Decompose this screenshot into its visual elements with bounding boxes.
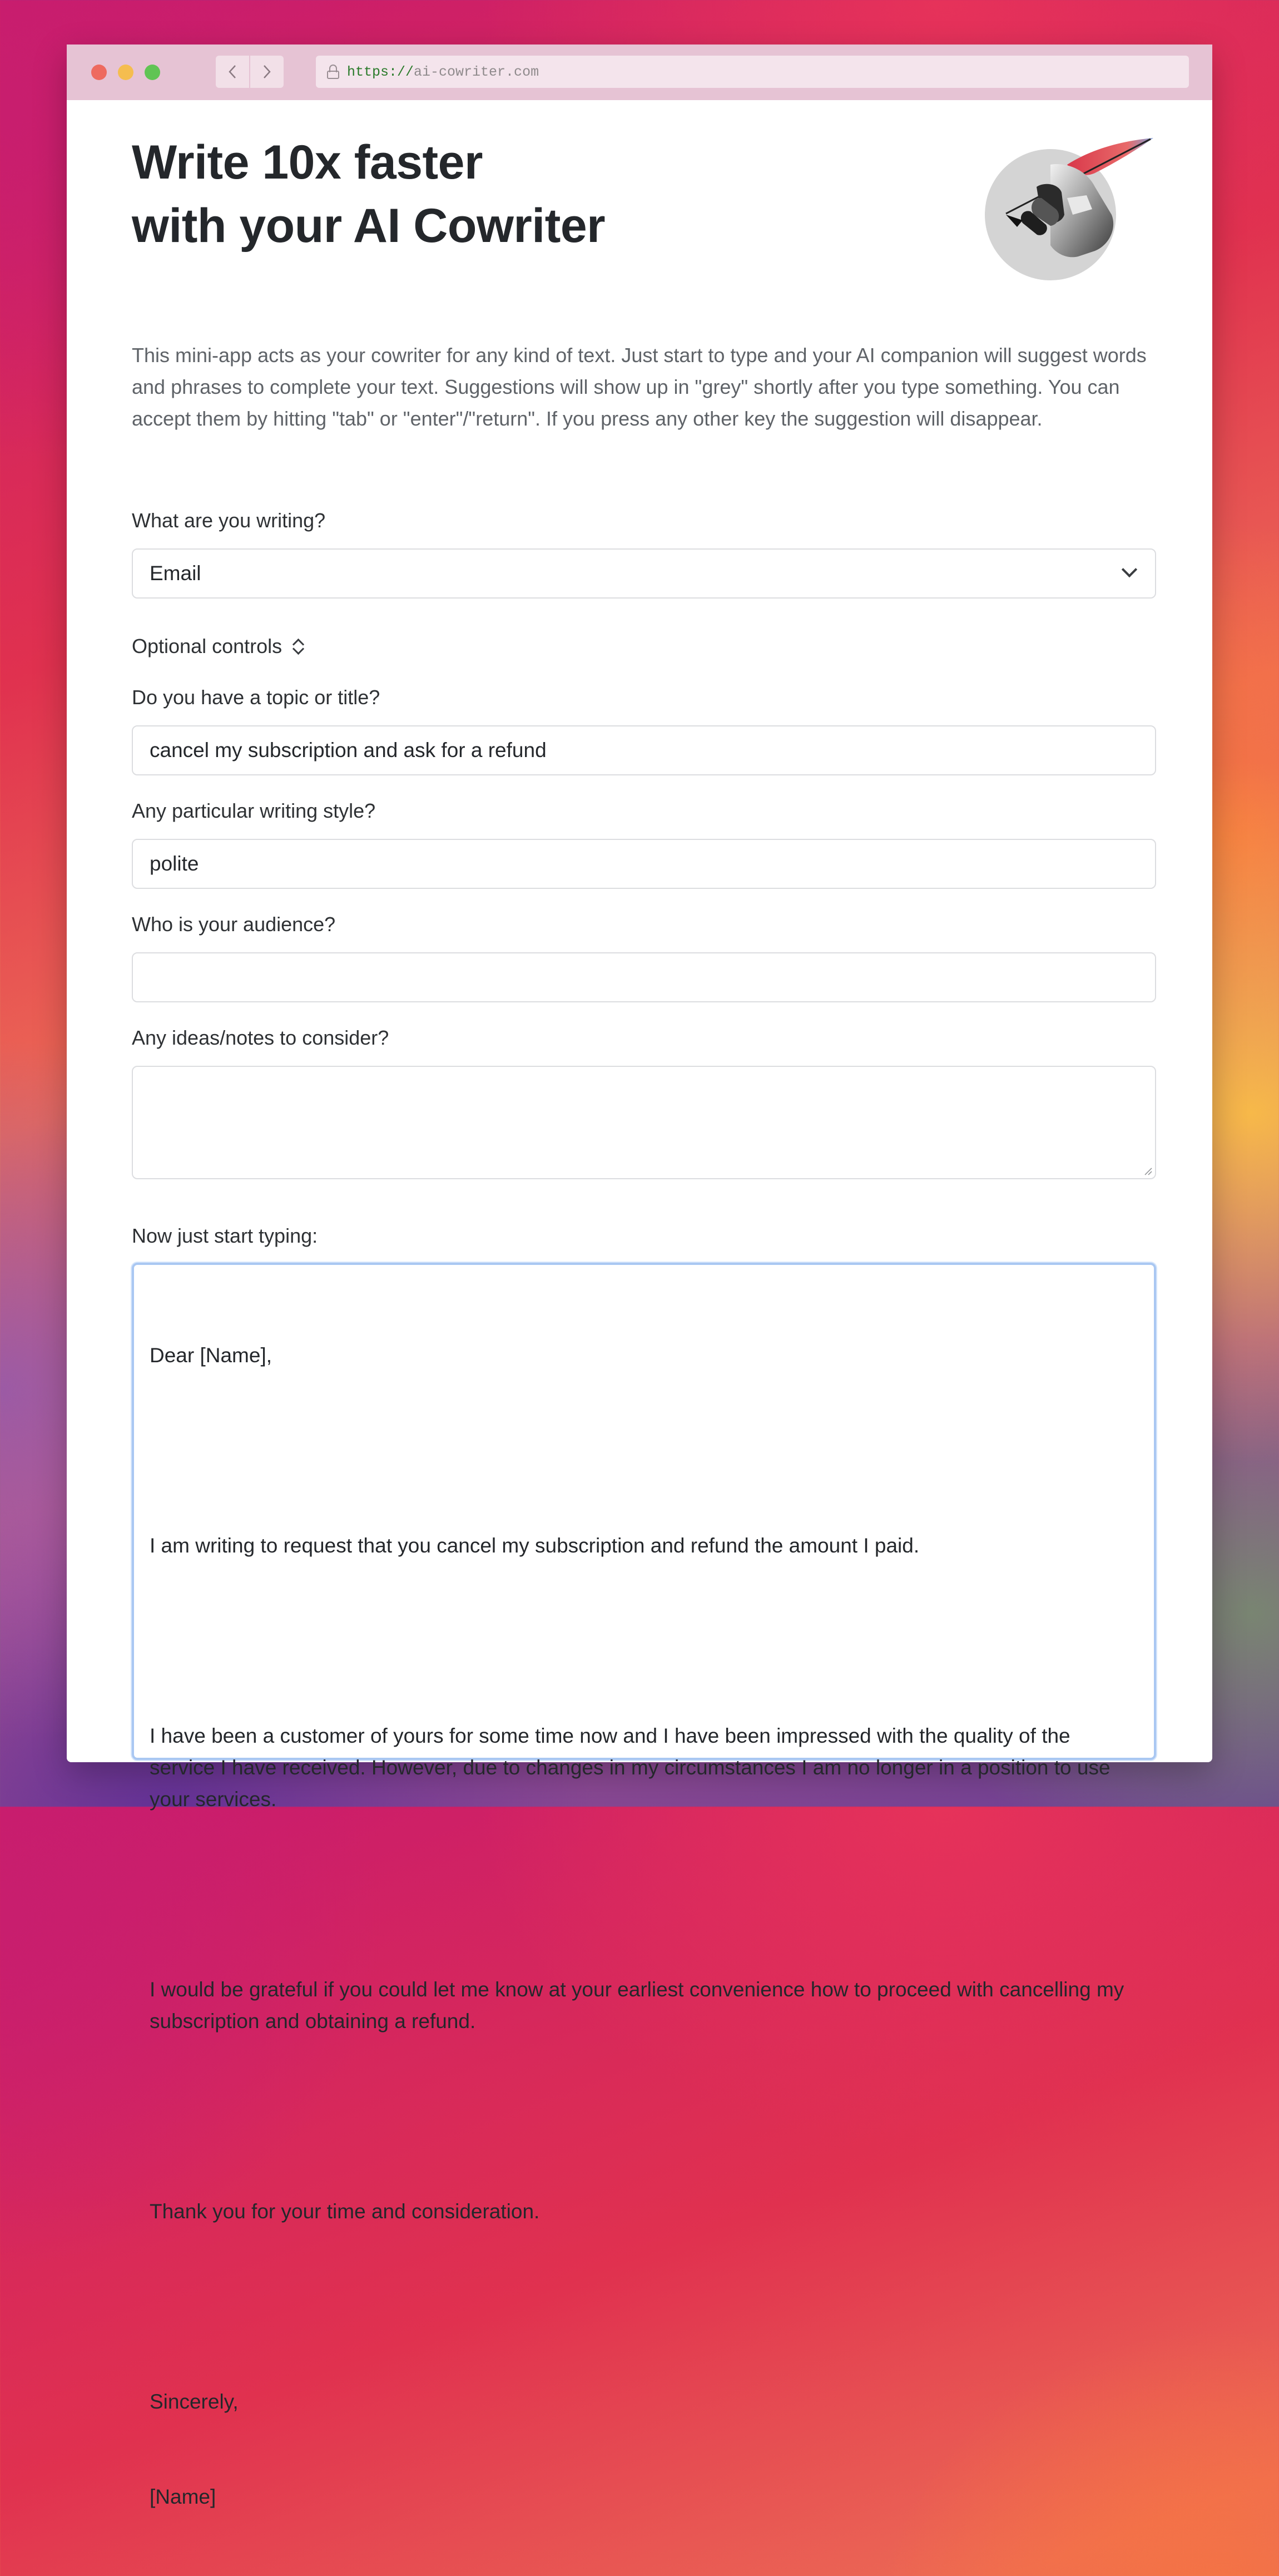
editor-line xyxy=(150,1878,1138,1910)
editor-line xyxy=(150,1625,1138,1657)
editor-line: I am writing to request that you cancel my subscription and refund the amount I paid. xyxy=(150,1534,920,1557)
maximize-window-button[interactable] xyxy=(145,65,160,80)
chevron-updown-icon xyxy=(291,637,304,656)
editor-line: I have been a customer of yours for some time now and I have been impressed with the quality of the service I have received. However, due to changes in my circumstances I am no longer in a position to use your services. xyxy=(150,1724,1116,1811)
optional-controls-toggle[interactable] xyxy=(132,635,304,658)
editor-line: [Name] xyxy=(150,2485,216,2508)
close-window-button[interactable] xyxy=(91,65,107,80)
chevron-left-icon xyxy=(228,65,237,79)
editor-line: Dear [Name], xyxy=(150,1344,272,1367)
robot-hand-quill-icon xyxy=(984,131,1156,281)
notes-textarea[interactable] xyxy=(132,1066,1156,1179)
editor-line xyxy=(150,2100,1138,2132)
browser-toolbar xyxy=(67,45,1212,100)
title-line-2: with your AI Cowriter xyxy=(132,199,606,253)
editor-line xyxy=(150,1435,1138,1466)
url-host: ai-cowriter.com xyxy=(414,63,539,80)
forward-button[interactable] xyxy=(249,56,284,88)
page-content xyxy=(132,100,1156,2508)
type-select[interactable] xyxy=(132,548,1156,599)
lock-icon xyxy=(327,65,339,79)
notes-label: Any ideas/notes to consider? xyxy=(132,1026,389,1049)
minimize-window-button[interactable] xyxy=(118,65,133,80)
url-scheme: https:// xyxy=(347,63,414,80)
cowriter-editor[interactable] xyxy=(132,1263,1156,2508)
page-title xyxy=(132,131,605,258)
resize-handle-icon[interactable] xyxy=(1143,1166,1153,1176)
type-label: What are you writing? xyxy=(132,509,326,532)
title-line-1: Write 10x faster xyxy=(132,136,483,189)
audience-input[interactable] xyxy=(132,952,1156,1002)
style-label: Any particular writing style? xyxy=(132,799,376,822)
topic-input[interactable] xyxy=(132,725,1156,775)
optional-controls-label: Optional controls xyxy=(132,635,282,657)
address-bar[interactable] xyxy=(316,56,1189,88)
editor-line: Thank you for your time and consideration. xyxy=(150,2200,540,2223)
audience-label: Who is your audience? xyxy=(132,913,336,936)
nav-buttons xyxy=(216,56,284,88)
editor-line: Sincerely, xyxy=(150,2390,239,2413)
editor-line xyxy=(150,2291,1138,2322)
back-button[interactable] xyxy=(216,56,249,88)
editor-line: I would be grateful if you could let me know at your earliest convenience how to proceed with cancelling my subscription and obtaining a refund. xyxy=(150,1978,1130,2033)
editor-label: Now just start typing: xyxy=(132,1224,318,1247)
topic-label: Do you have a topic or title? xyxy=(132,686,380,709)
hero xyxy=(132,100,1156,289)
intro-text: This mini-app acts as your cowriter for any kind of text. Just start to type and your AI companion will suggest words and phrases to complete your text. Suggestions will show up in "grey" shortly after you type something. You can accept them by hitting "tab" or "enter"/"return". If you press any other key the suggestion will disappear. xyxy=(132,344,1147,430)
browser-window xyxy=(67,45,1212,2508)
type-select-value: Email xyxy=(150,562,201,585)
chevron-right-icon xyxy=(262,65,271,79)
style-input[interactable] xyxy=(132,839,1156,889)
chevron-down-icon xyxy=(1122,562,1137,577)
